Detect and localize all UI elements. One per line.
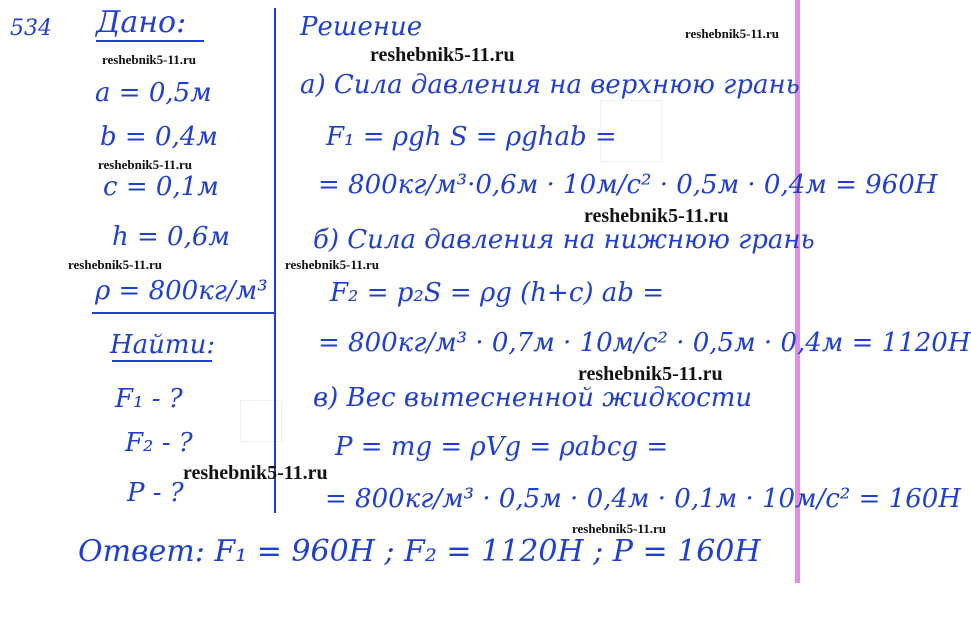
watermark: reshebnik5-11.ru	[285, 257, 380, 272]
part-a-label: а) Сила давления на верхнюю грань	[300, 70, 800, 100]
watermark: reshebnik5-11.ru	[370, 44, 515, 66]
part-a-calculation: = 800кг/м³·0,6м · 10м/с² · 0,5м · 0,4м = 960Н	[318, 170, 938, 200]
given-rho: ρ = 800кг/м³	[95, 276, 268, 306]
given-b: b = 0,4м	[100, 122, 218, 152]
answer: Ответ: F₁ = 960Н ; F₂ = 1120Н ; P = 160Н	[78, 534, 761, 569]
find-f1: F₁ - ?	[115, 384, 183, 414]
given-find-divider	[92, 312, 274, 314]
watermark: reshebnik5-11.ru	[578, 363, 723, 385]
find-p: P - ?	[127, 478, 184, 508]
watermark: reshebnik5-11.ru	[685, 26, 780, 41]
given-heading-underline	[96, 40, 204, 42]
watermark: reshebnik5-11.ru	[572, 521, 667, 536]
watermark: reshebnik5-11.ru	[68, 257, 163, 272]
part-c-calculation: = 800кг/м³ · 0,5м · 0,4м · 0,1м · 10м/с² = 160Н	[325, 484, 961, 514]
watermark: reshebnik5-11.ru	[102, 52, 197, 67]
problem-number: 534	[10, 16, 52, 41]
part-b-calculation: = 800кг/м³ · 0,7м · 10м/с² · 0,5м · 0,4м = 1120Н	[318, 328, 971, 358]
part-b-formula: F₂ = p₂S = ρg (h+c) ab =	[330, 278, 665, 308]
given-h: h = 0,6м	[112, 222, 230, 252]
given-heading: Дано:	[96, 5, 187, 40]
find-heading-underline	[112, 360, 212, 362]
watermark: reshebnik5-11.ru	[98, 157, 193, 172]
find-f2: F₂ - ?	[125, 428, 193, 458]
part-c-label: в) Вес вытесненной жидкости	[313, 383, 753, 413]
given-a: a = 0,5м	[95, 78, 212, 108]
watermark: reshebnik5-11.ru	[183, 462, 328, 484]
part-c-formula: P = mg = ρVg = ρabcg =	[335, 432, 669, 462]
given-solution-divider	[274, 8, 276, 513]
find-heading: Найти:	[110, 330, 216, 360]
solution-heading: Решение	[300, 12, 423, 42]
part-a-formula: F₁ = ρgh S = ρghab =	[326, 122, 617, 152]
given-c: c = 0,1м	[103, 172, 219, 202]
watermark: reshebnik5-11.ru	[584, 205, 729, 227]
part-b-label: б) Сила давления на нижнюю грань	[313, 225, 815, 255]
